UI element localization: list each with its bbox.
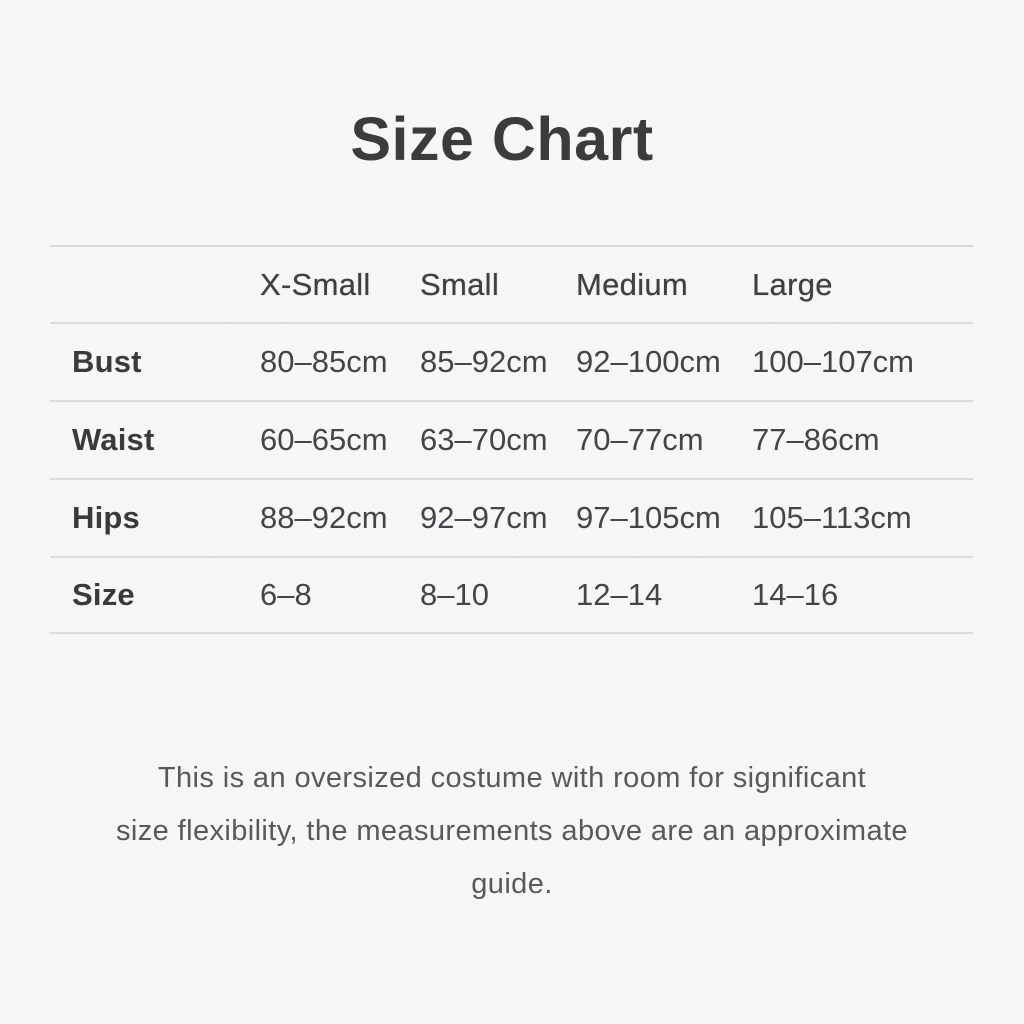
cell-size-medium: 12–14 (576, 577, 663, 612)
table-header-row (50, 245, 973, 322)
cell-waist-xsmall: 60–65cm (260, 422, 388, 457)
row-label-waist: Waist (72, 422, 155, 457)
column-header-large: Large (752, 266, 833, 302)
column-header-medium: Medium (576, 266, 689, 302)
footer-note (0, 752, 1024, 911)
cell-hips-medium: 97–105cm (576, 500, 721, 535)
cell-hips-large: 105–113cm (752, 500, 912, 535)
column-header-xsmall: X-Small (260, 266, 371, 302)
table-row-waist (50, 400, 973, 478)
table-row-size (50, 556, 973, 634)
cell-size-small: 8–10 (420, 577, 489, 612)
row-label-bust: Bust (72, 344, 142, 379)
row-label-size: Size (72, 577, 135, 612)
footer-note-line-2: size flexibility, the measurements above are an approximate (116, 815, 908, 847)
footer-note-line-1: This is an oversized costume with room for significant (157, 762, 867, 794)
size-table (50, 245, 973, 634)
table-row-bust (50, 322, 973, 400)
cell-size-large: 14–16 (752, 577, 839, 612)
table-row-hips (50, 478, 973, 556)
cell-bust-xsmall: 80–85cm (260, 344, 388, 379)
cell-waist-large: 77–86cm (752, 422, 880, 457)
cell-hips-small: 92–97cm (420, 500, 548, 535)
page-title: Size Chart (350, 105, 654, 173)
cell-hips-xsmall: 88–92cm (260, 500, 388, 535)
cell-size-xsmall: 6–8 (260, 577, 312, 612)
row-label-hips: Hips (72, 500, 140, 535)
cell-bust-medium: 92–100cm (576, 344, 721, 379)
cell-bust-large: 100–107cm (752, 344, 915, 379)
cell-bust-small: 85–92cm (420, 344, 548, 379)
cell-waist-small: 63–70cm (420, 422, 548, 457)
column-header-small: Small (420, 266, 500, 302)
footer-note-line-3: guide. (471, 868, 553, 900)
cell-waist-medium: 70–77cm (576, 422, 704, 457)
